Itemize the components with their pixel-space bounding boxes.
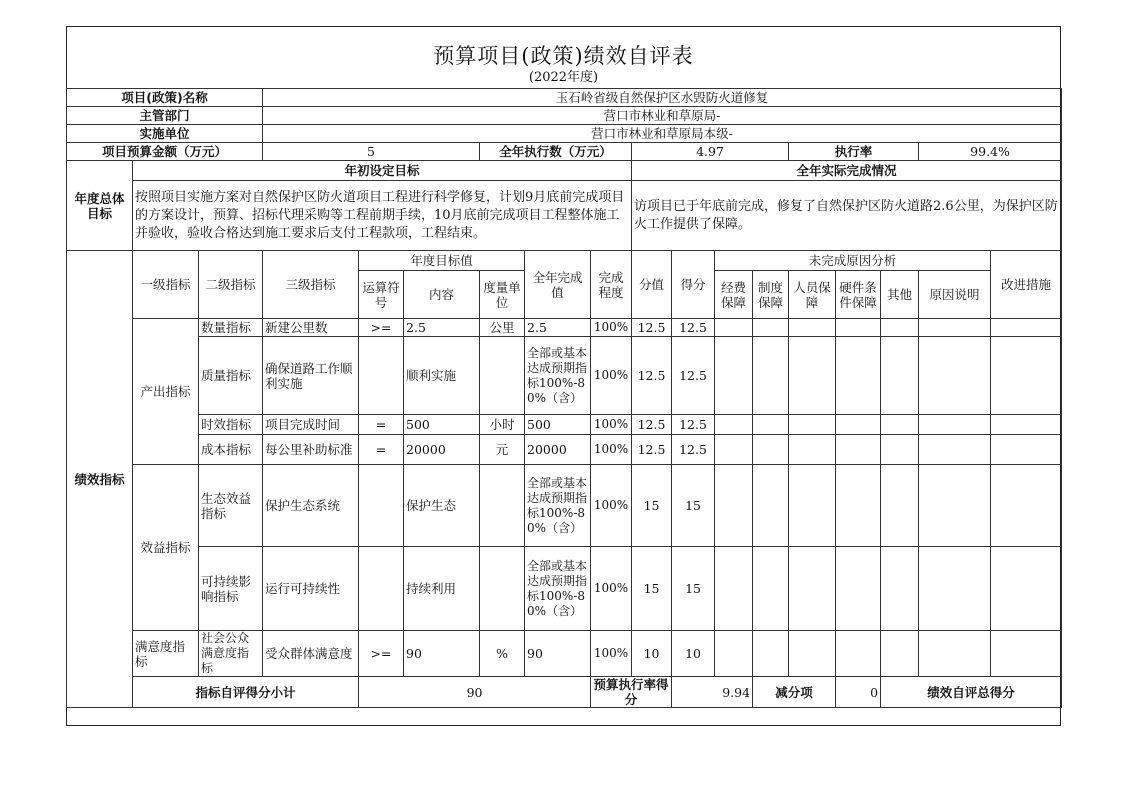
table-row: [67, 337, 1062, 415]
op-cell: [359, 465, 404, 547]
content-cell: 持续利用: [404, 547, 480, 631]
content-cell: 90: [404, 631, 480, 677]
header-actual: 全年完成值: [525, 251, 591, 319]
unit: 营口市林业和草原局本级-: [263, 125, 1062, 143]
degree-cell: 100%: [591, 631, 632, 677]
l3-cell: 运行可持续性: [263, 547, 359, 631]
budget-score-label: 预算执行率得分: [591, 677, 672, 708]
budget-value: 5: [263, 143, 480, 161]
project-name-label: 项目(政策)名称: [67, 89, 263, 107]
total-label: 绩效自评总得分: [881, 677, 1062, 708]
unit-label: 实施单位: [67, 125, 263, 143]
header-level3: 三级指标: [263, 251, 359, 319]
l3-cell: 项目完成时间: [263, 415, 359, 435]
content-cell: 2.5: [404, 319, 480, 337]
initial-goal-text: 按照项目实施方案对自然保护区防火道项目工程进行科学修复，计划9月底前完成项目的方案设计，预算、招标代理采购等工程前期手续，10月底前完成项目工程整体施工并验收，验收合格达到施工要求后支付工程款项，工程结束。: [133, 181, 632, 251]
group-output: 产出指标: [133, 319, 199, 465]
content-cell: 保护生态: [404, 465, 480, 547]
unit-cell: [480, 547, 525, 631]
table-row: [67, 319, 1062, 337]
op-cell: [359, 337, 404, 415]
actual-status-text: 访项目已于年底前完成，修复了自然保护区防火道路2.6公里，为保护区防火工作提供了保障。: [632, 181, 1062, 251]
degree-cell: 100%: [591, 465, 632, 547]
l2-cell: 质量指标: [199, 337, 263, 415]
budget-score-value: 9.94: [672, 677, 753, 708]
indicators-label: 绩效指标: [67, 251, 133, 708]
actual-cell: 全部或基本达成预期指标100%-80%（含）: [525, 547, 591, 631]
op-cell: =: [359, 415, 404, 435]
max-cell: 15: [632, 465, 672, 547]
actual-cell: 全部或基本达成预期指标100%-80%（含）: [525, 465, 591, 547]
table-row: [67, 547, 1062, 631]
form-title: 预算项目(政策)绩效自评表: [433, 44, 694, 68]
annual-goal-label: 年度总体目标: [67, 161, 133, 251]
deduct-label: 减分项: [753, 677, 836, 708]
score-cell: 12.5: [672, 337, 715, 415]
l3-cell: 保护生态系统: [263, 465, 359, 547]
score-cell: 12.5: [672, 319, 715, 337]
degree-cell: 100%: [591, 547, 632, 631]
header-unit: 度量单位: [480, 271, 525, 319]
score-cell: 15: [672, 547, 715, 631]
l2-cell: 成本指标: [199, 435, 263, 465]
header-degree: 完成程度: [591, 251, 632, 319]
dept: 营口市林业和草原局-: [263, 107, 1062, 125]
header-level2: 二级指标: [199, 251, 263, 319]
op-cell: >=: [359, 319, 404, 337]
header-level1: 一级指标: [133, 251, 199, 319]
unit-cell: 元: [480, 435, 525, 465]
score-cell: 12.5: [672, 415, 715, 435]
actual-cell: 500: [525, 415, 591, 435]
l2-cell: 可持续影响指标: [199, 547, 263, 631]
l3-cell: 确保道路工作顺利实施: [263, 337, 359, 415]
header-reason-other: 其他: [881, 271, 919, 319]
l3-cell: 每公里补助标准: [263, 435, 359, 465]
table-row: [67, 631, 1062, 677]
deduct-value: 0: [836, 677, 881, 708]
actual-cell: 20000: [525, 435, 591, 465]
group-satisfaction: 满意度指标: [133, 631, 199, 677]
header-score: 得分: [672, 251, 715, 319]
op-cell: =: [359, 435, 404, 465]
table-row: [67, 415, 1062, 435]
score-cell: 12.5: [672, 435, 715, 465]
max-cell: 10: [632, 631, 672, 677]
header-reason-group: 未完成原因分析: [715, 251, 991, 271]
actual-cell: 90: [525, 631, 591, 677]
l2-cell: 时效指标: [199, 415, 263, 435]
l2-cell: 社会公众满意度指标: [199, 631, 263, 677]
l2-cell: 数量指标: [199, 319, 263, 337]
header-op: 运算符号: [359, 271, 404, 319]
content-cell: 顺利实施: [404, 337, 480, 415]
exec-label: 全年执行数（万元）: [480, 143, 632, 161]
performance-table: [66, 88, 1062, 708]
rate-value: 99.4%: [919, 143, 1062, 161]
max-cell: 12.5: [632, 415, 672, 435]
form-year: (2022年度): [528, 70, 599, 85]
degree-cell: 100%: [591, 415, 632, 435]
header-content: 内容: [404, 271, 480, 319]
actual-status-header: 全年实际完成情况: [632, 161, 1062, 181]
l3-cell: 受众群体满意度: [263, 631, 359, 677]
max-cell: 12.5: [632, 435, 672, 465]
subtotal-value: 90: [359, 677, 591, 708]
content-cell: 500: [404, 415, 480, 435]
max-cell: 12.5: [632, 319, 672, 337]
unit-cell: [480, 465, 525, 547]
header-score-max: 分值: [632, 251, 672, 319]
actual-cell: 全部或基本达成预期指标100%-80%（含）: [525, 337, 591, 415]
unit-cell: %: [480, 631, 525, 677]
header-reason-staff: 人员保障: [789, 271, 836, 319]
dept-label: 主管部门: [67, 107, 263, 125]
degree-cell: 100%: [591, 435, 632, 465]
subtotal-label: 指标自评得分小计: [133, 677, 359, 708]
header-improve: 改进措施: [991, 251, 1062, 319]
rate-label: 执行率: [789, 143, 919, 161]
unit-cell: [480, 337, 525, 415]
header-reason-note: 原因说明: [919, 271, 991, 319]
max-cell: 15: [632, 547, 672, 631]
actual-cell: 2.5: [525, 319, 591, 337]
group-benefit: 效益指标: [133, 465, 199, 631]
initial-goal-header: 年初设定目标: [133, 161, 632, 181]
max-cell: 12.5: [632, 337, 672, 415]
op-cell: [359, 547, 404, 631]
budget-label: 项目预算金额（万元）: [67, 143, 263, 161]
l2-cell: 生态效益指标: [199, 465, 263, 547]
score-cell: 10: [672, 631, 715, 677]
degree-cell: 100%: [591, 319, 632, 337]
degree-cell: 100%: [591, 337, 632, 415]
content-cell: 20000: [404, 435, 480, 465]
project-name: 玉石岭省级自然保护区水毁防火道修复: [263, 89, 1062, 107]
header-target-group: 年度目标值: [359, 251, 525, 271]
table-row: [67, 435, 1062, 465]
unit-cell: 小时: [480, 415, 525, 435]
score-cell: 15: [672, 465, 715, 547]
l3-cell: 新建公里数: [263, 319, 359, 337]
unit-cell: 公里: [480, 319, 525, 337]
header-reason-hardware: 硬件条件保障: [836, 271, 881, 319]
table-row: [67, 465, 1062, 547]
header-reason-funds: 经费保障: [715, 271, 753, 319]
exec-value: 4.97: [632, 143, 789, 161]
header-reason-system: 制度保障: [753, 271, 789, 319]
op-cell: >=: [359, 631, 404, 677]
